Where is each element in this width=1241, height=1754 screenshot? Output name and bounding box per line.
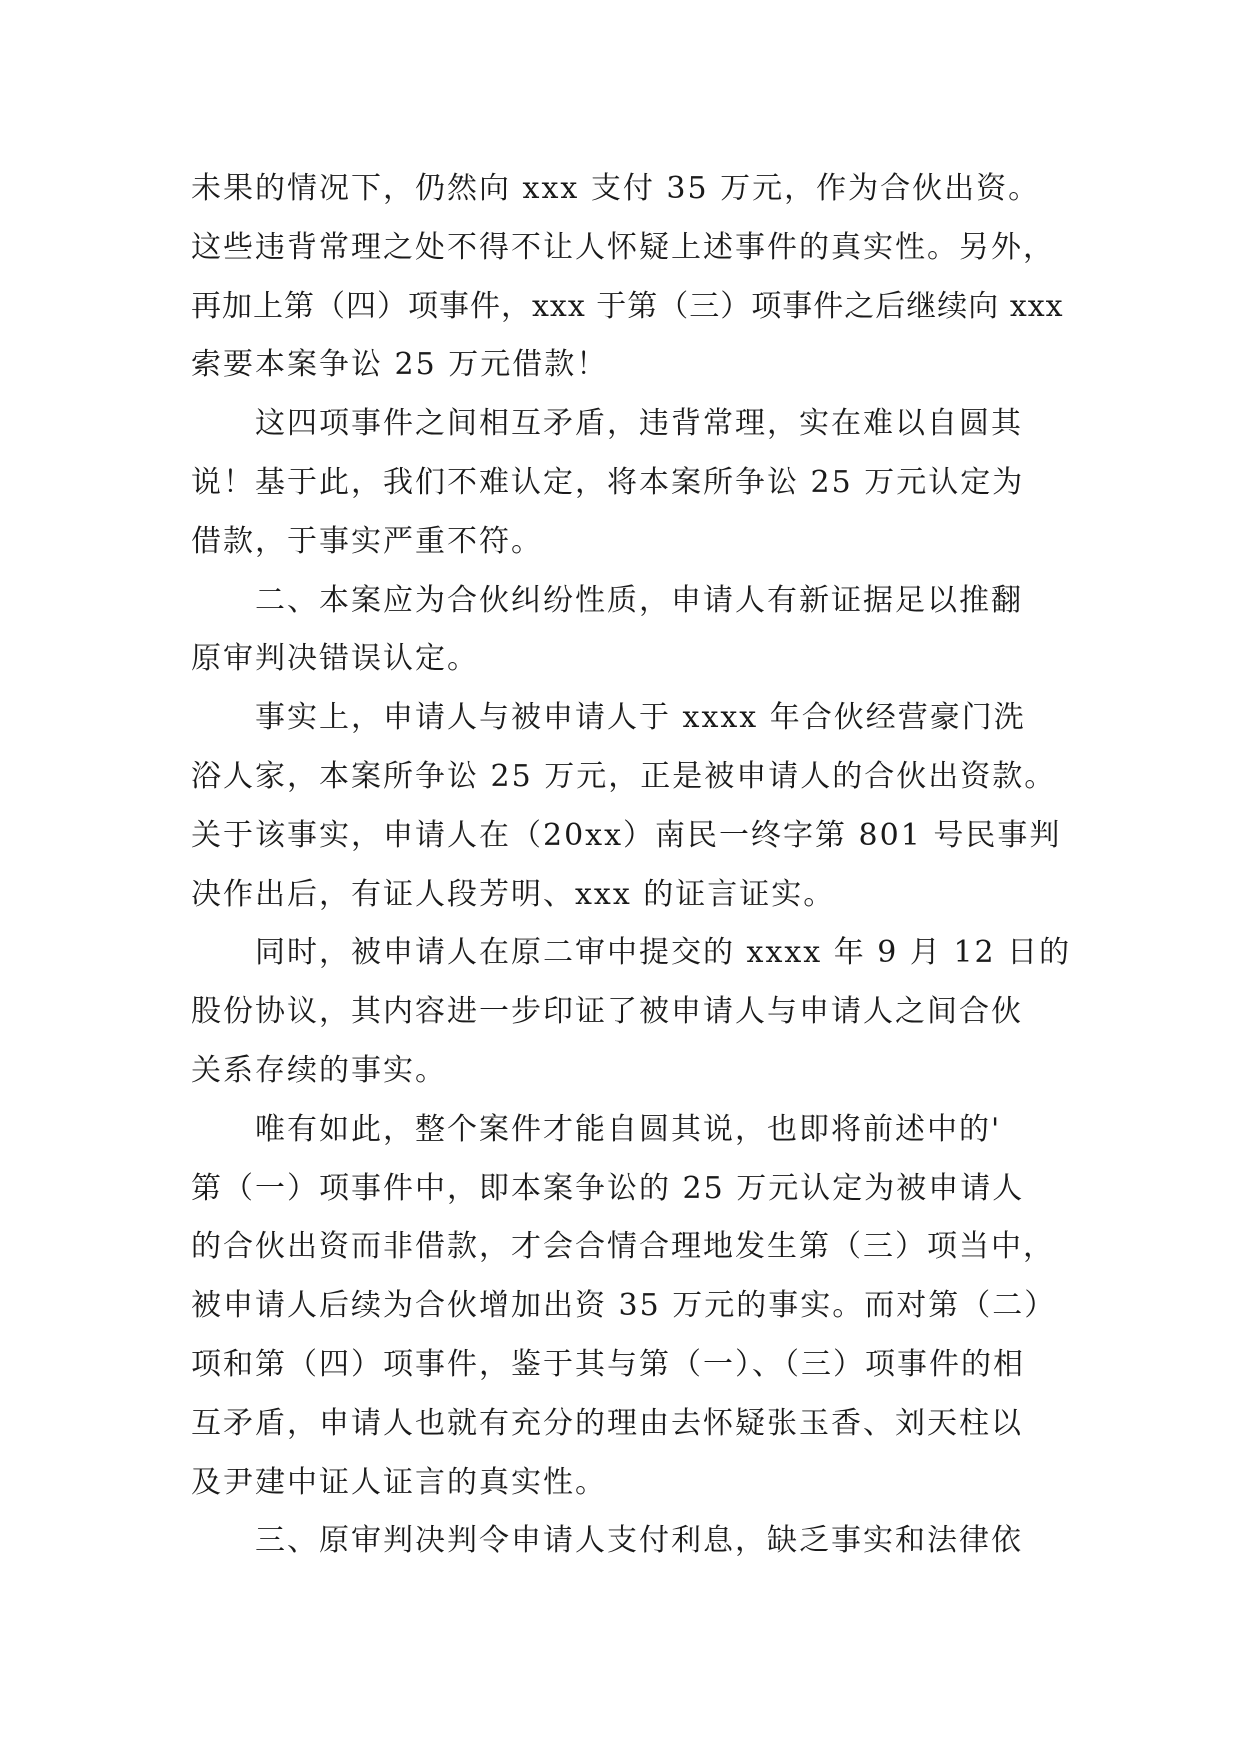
text-line: 这四项事件之间相互矛盾，违背常理，实在难以自圆其 xyxy=(255,406,1023,442)
text-line: 三、原审判决判令申请人支付利息，缺乏事实和法律依 xyxy=(255,1523,1023,1559)
text-line: 事实上，申请人与被申请人于 xxxx 年合伙经营豪门洗 xyxy=(255,700,1026,736)
text-line: 项和第（四）项事件，鉴于其与第（一）、（三）项事件的相 xyxy=(191,1346,1025,1382)
text-line: 再加上第（四）项事件，xxx 于第（三）项事件之后继续向 xxx xyxy=(191,288,1064,324)
text-line: 唯有如此，整个案件才能自圆其说，也即将前述中的' xyxy=(255,1111,1002,1147)
text-line: 决作出后，有证人段芳明、xxx 的证言证实。 xyxy=(191,876,836,912)
text-line: 同时，被申请人在原二审中提交的 xxxx 年 9 月 12 日的 xyxy=(255,935,1072,971)
text-line: 浴人家，本案所争讼 25 万元，正是被申请人的合伙出资款。 xyxy=(191,758,1057,794)
text-line: 互矛盾，申请人也就有充分的理由去怀疑张玉香、刘天柱以 xyxy=(191,1405,1023,1441)
text-line: 说！基于此，我们不难认定，将本案所争讼 25 万元认定为 xyxy=(191,464,1025,500)
text-line: 的合伙出资而非借款，才会合情合理地发生第（三）项当中， xyxy=(191,1229,1055,1265)
text-line: 这些违背常理之处不得不让人怀疑上述事件的真实性。另外， xyxy=(191,229,1055,265)
text-line: 关系存续的事实。 xyxy=(191,1052,447,1088)
text-line: 被申请人后续为合伙增加出资 35 万元的事实。而对第（二） xyxy=(191,1288,1057,1324)
text-line: 借款，于事实严重不符。 xyxy=(191,523,543,559)
text-line: 及尹建中证人证言的真实性。 xyxy=(191,1464,607,1500)
document-body xyxy=(191,160,1071,1571)
text-line: 第（一）项事件中，即本案争讼的 25 万元认定为被申请人 xyxy=(191,1170,1025,1206)
text-line: 股份协议，其内容进一步印证了被申请人与申请人之间合伙 xyxy=(191,994,1023,1030)
text-line: 二、本案应为合伙纠纷性质，申请人有新证据足以推翻 xyxy=(255,582,1023,618)
text-line: 关于该事实，申请人在（20xx）南民一终字第 801 号民事判 xyxy=(191,817,1062,853)
text-line: 未果的情况下，仍然向 xxx 支付 35 万元，作为合伙出资。 xyxy=(191,171,1041,206)
text-line: 原审判决错误认定。 xyxy=(191,641,479,677)
text-line: 索要本案争讼 25 万元借款！ xyxy=(191,347,609,383)
